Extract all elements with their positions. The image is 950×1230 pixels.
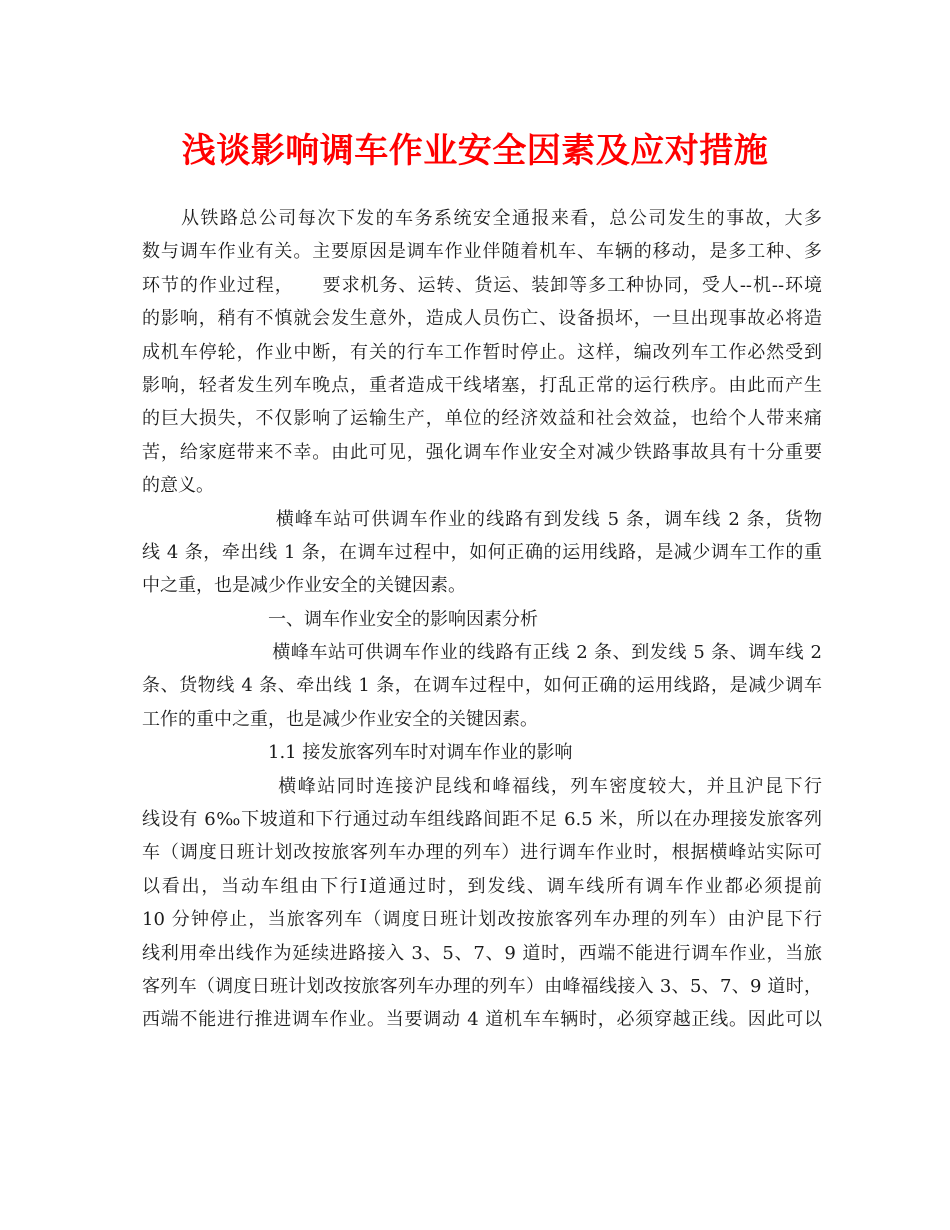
paragraph-line: 线 4 条，牵出线 1 条，在调车过程中，如何正确的运用线路，是减少调车工作的重: [142, 541, 822, 563]
paragraph-line: 工作的重中之重，也是减少作业安全的关键因素。: [142, 708, 538, 730]
subsection-heading: 1.1 接发旅客列车时对调车作业的影响: [142, 742, 573, 764]
paragraph-line: 横峰站同时连接沪昆线和峰福线，列车密度较大，并且沪昆下行: [142, 775, 822, 797]
paragraph-line: 的巨大损失，不仅影响了运输生产，单位的经济效益和社会效益，也给个人带来痛: [142, 408, 822, 430]
paragraph-line: 环节的作业过程， 要求机务、运转、货运、装卸等多工种协同，受人--机--环境: [142, 274, 822, 296]
paragraph-line: 西端不能进行推进调车作业。当要调动 4 道机车车辆时，必须穿越正线。因此可以: [142, 1009, 822, 1031]
paragraph-line: 苦，给家庭带来不幸。由此可见，强化调车作业安全对减少铁路事故具有十分重要: [142, 441, 822, 463]
paragraph-line: 以看出，当动车组由下行Ⅰ道通过时，到发线、调车线所有调车作业都必须提前: [142, 875, 822, 897]
paragraph-line: 从铁路总公司每次下发的车务系统安全通报来看，总公司发生的事故，大多: [142, 208, 822, 229]
paragraph-line: 影响，轻者发生列车晚点，重者造成干线堵塞，打乱正常的运行秩序。由此而产生: [142, 374, 822, 396]
paragraph-line: 横峰车站可供调车作业的线路有到发线 5 条，调车线 2 条，货物: [142, 508, 822, 530]
paragraph-line: 线设有 6‰下坡道和下行通过动车组线路间距不足 6.5 米，所以在办理接发旅客列: [142, 809, 822, 831]
paragraph-line: 的意义。: [142, 475, 214, 497]
paragraph-line: 数与调车作业有关。主要原因是调车作业伴随着机车、车辆的移动，是多工种、多: [142, 241, 822, 263]
paragraph-line: 横峰车站可供调车作业的线路有正线 2 条、到发线 5 条、调车线 2: [142, 642, 822, 664]
section-heading: 一、调车作业安全的影响因素分析: [142, 608, 538, 630]
paragraph-line: 中之重，也是减少作业安全的关键因素。: [142, 575, 466, 597]
paragraph-line: 线利用牵出线作为延续进路接入 3、5、7、9 道时，西端不能进行调车作业，当旅: [142, 942, 822, 964]
paragraph-line: 成机车停轮，作业中断，有关的行车工作暂时停止。这样，编改列车工作必然受到: [142, 341, 822, 363]
document-title: 浅谈影响调车作业安全因素及应对措施: [181, 131, 769, 171]
paragraph-line: 客列车（调度日班计划改按旅客列车办理的列车）由峰福线接入 3、5、7、9 道时，: [142, 975, 822, 997]
document-body: [142, 202, 822, 1037]
paragraph-line: 车（调度日班计划改按旅客列车办理的列车）进行调车作业时，根据横峰站实际可: [142, 842, 822, 864]
paragraph-line: 的影响，稍有不慎就会发生意外，造成人员伤亡、设备损坏，一旦出现事故必将造: [142, 308, 822, 330]
paragraph-line: 条、货物线 4 条、牵出线 1 条，在调车过程中，如何正确的运用线路，是减少调车: [142, 675, 822, 697]
paragraph-line: 10 分钟停止，当旅客列车（调度日班计划改按旅客列车办理的列车）由沪昆下行: [142, 909, 822, 931]
